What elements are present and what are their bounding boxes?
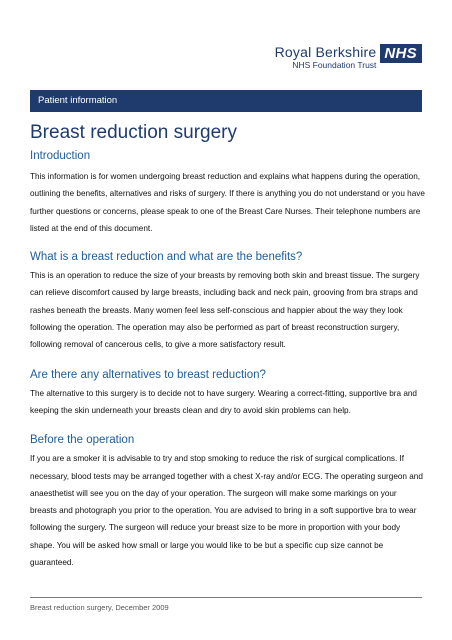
- patient-information-banner: Patient information: [30, 90, 422, 112]
- footer-text: Breast reduction surgery, December 2009: [30, 603, 169, 612]
- document-body: [30, 120, 425, 571]
- trust-name: Royal Berkshire: [274, 44, 377, 60]
- section-heading-introduction: Introduction: [30, 150, 91, 162]
- section-text-before-operation: If you are a smoker it is advisable to try and stop smoking to reduce the risk of surgical complications. If necessary, blood tests may be arranged together with a chest X-ray and/or ECG. The operating surgeon and anaesthetist will see you on the day of your operation. The surgeon will make some markings on your breasts and photograph you prior to the operation. You are advised to bring in a soft supportive bra to wear following the surgery. The surgeon will reduce your breast size to be more in proportion with your body shape. You will be asked how small or large you would like to be but a specific cup size cannot be guaranteed.: [30, 454, 423, 568]
- footer-divider: [30, 597, 422, 598]
- section-text-benefits: This is an operation to reduce the size of your breasts by removing both skin and breast tissue. The surgery can relieve discomfort caused by large breasts, including back and neck pain, grooving from bra straps and rashes beneath the breasts. Many women feel less self-conscious and happier about the way they look following the operation. The operation may also be performed as part of breast reconstruction surgery, following removal of cancerous cells, to give a more satisfactory result.: [30, 271, 420, 350]
- section-heading-alternatives: Are there any alternatives to breast reduction?: [30, 368, 266, 381]
- section-text-introduction: This information is for women undergoing breast reduction and explains what happens during the operation, outlining the benefits, alternatives and risks of surgery. If there is anything you do not understand or you have further questions or concerns, please speak to one of the Breast Care Nurses. Their telephone numbers are listed at the end of this document.: [30, 172, 425, 233]
- trust-logo: [275, 44, 422, 71]
- trust-subtitle: NHS Foundation Trust: [292, 60, 377, 70]
- nhs-logo: NHS: [380, 44, 422, 63]
- section-heading-before-operation: Before the operation: [30, 434, 135, 447]
- page-title: Breast reduction surgery: [30, 122, 237, 143]
- section-heading-benefits: What is a breast reduction and what are the benefits?: [30, 251, 303, 264]
- section-text-alternatives: The alternative to this surgery is to decide not to have surgery. Wearing a correct-fitting, supportive bra and keeping the skin underneath your breasts clean and dry to avoid skin problems can help.: [30, 388, 417, 415]
- trust-logo-text: [275, 44, 377, 71]
